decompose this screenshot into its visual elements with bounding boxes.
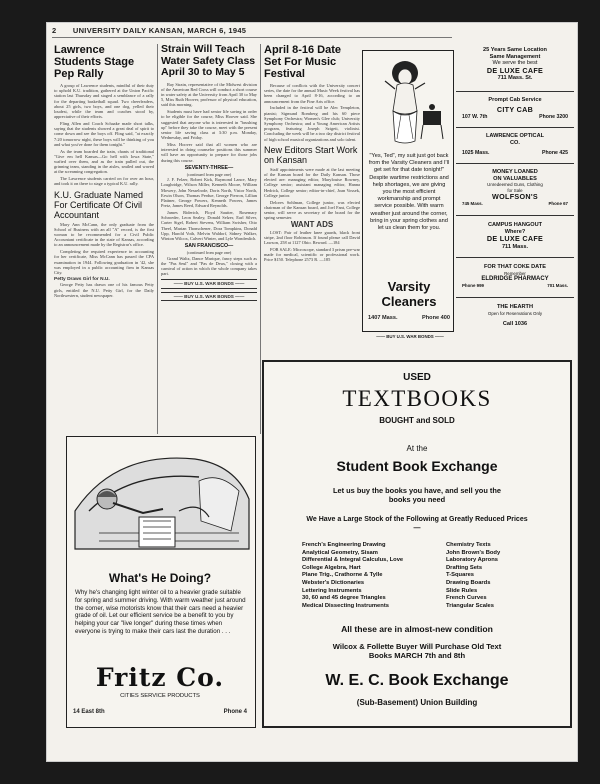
ad-contact-row bbox=[456, 114, 574, 121]
list-item: Plane Trig., Crathorne & Tylle bbox=[302, 572, 383, 579]
petty-paragraph: George Petty has drawn one of his famous Petty girls, entitled the N.U. Petty Girl, for the Daily Northwestern, student newspaper. bbox=[54, 282, 154, 298]
let-us-buy-text: Let us buy the books you have, and sell you the books you need bbox=[333, 486, 501, 504]
fritz-co-ad bbox=[66, 436, 256, 728]
list-item: French's Engineering Drawing bbox=[302, 542, 386, 548]
ad-phone: Phone 67 bbox=[548, 201, 568, 207]
ad-address: 701 Mass. bbox=[547, 282, 568, 288]
used-label: USED bbox=[403, 372, 431, 383]
pep-rally-paragraph: Fling Allen and Coach Schaake made short talks, saying that the students showed a great deal of spirit to come down and see the boys off. Fling said, "at exactly 7:20 tomorrow night, these boys will be thinking of you and what you've done for them tonight." bbox=[54, 121, 154, 147]
fritz-contact-row bbox=[73, 709, 247, 715]
masthead-date: UNIVERSITY DAILY KANSAN, MARCH 6, 1945 bbox=[72, 26, 247, 35]
want-ad: LOST: Pair of leather knee guards, black front stripe, 2nd floor Robinson. If found please call David Lawson, 258 at 1127 Ohio. Reward. —184 bbox=[264, 229, 360, 246]
list-item: Triangular Scales bbox=[446, 602, 495, 609]
ad-line: Remember bbox=[504, 270, 526, 276]
ad-line: FOR THAT COKE DATE bbox=[484, 264, 546, 270]
ad-address: 107 W. 7th bbox=[462, 114, 488, 120]
new-editors-paragraph: Delores Sohlman, College junior, was elected chairman of the Kansan board, and Joel Fant, College senior, will serve as secretary of the board for the spring semester. bbox=[264, 199, 360, 221]
ad-line: Open for Reservations Only bbox=[487, 310, 543, 316]
ad-contact-row bbox=[456, 150, 574, 157]
new-editors-paragraph: Staff appointments were made at the last meeting of the Kansan board for the Daily Kansan. Those elected are: managing editor, Marylouise Rowney, College senior; assistant managing editor, Hanna Hedrick, College senior; editor-in-chief, Joan Vossek, College junior. bbox=[264, 166, 360, 198]
ad-phone: Call 1036 bbox=[502, 321, 528, 327]
water-safety-paragraph: Students must have had senior life saving in order to be eligible for the course, Miss Hoover said. She suggested that anyone who is interested in "brushing up" before they take the course, meet with the present senior life saving class at 3:30 p.m. Monday, Wednesday, and Friday. bbox=[161, 109, 257, 141]
graduate-headline: K.U. Graduate Named For Certificate Of Civil Accountant bbox=[54, 189, 144, 220]
ad-line: for Sale bbox=[507, 187, 523, 193]
fritz-name: Fritz Co. bbox=[95, 663, 225, 692]
list-item: 30, 60 and 45 degree Triangles bbox=[302, 595, 386, 602]
seventy-three-paragraph: James Riderich, Floyd Sautter, Rosemary Schroeder, Leon Sealey, Donald Selzer, Earl Silver, Carter Sigel, Robert Stevens, William Swisher, Otto Theel, Marian Thonschener, Dora Tompkins, Donald Upp, Harold Voth, Melvin Waldorf, Sidney Walker, Winton Wilcox, Calvert Winter, and Lyle Wondenlich. bbox=[161, 209, 257, 241]
column-rule bbox=[260, 44, 261, 434]
newspaper-page bbox=[46, 22, 578, 762]
want-ads-title: WANT ADS bbox=[290, 220, 334, 230]
fritz-heading: What's He Doing? bbox=[108, 571, 212, 585]
textbooks-title: TEXTBOOKS bbox=[342, 386, 492, 411]
san-francisco-paragraph: Grand Waltz, Dance Marique, fancy steps such as the "Pas Seul" and "Pas de Deux," closing with a carnival of action in which the whole company takes part. bbox=[161, 255, 257, 277]
wec-book-exchange-title: W. E. C. Book Exchange bbox=[325, 672, 509, 689]
pep-rally-paragraph: The Lawrence students carried on for over an hour, and took it on there to stage a typical K.U. rally. bbox=[54, 176, 154, 187]
ad-line: CO. bbox=[510, 139, 520, 146]
mechanic-car-illustration bbox=[69, 441, 253, 571]
varsity-cleaners-ad bbox=[362, 50, 454, 332]
varsity-cleaners-name: Varsity Cleaners bbox=[381, 279, 437, 309]
list-item: Chemistry Texts bbox=[446, 542, 491, 548]
page-header bbox=[52, 26, 352, 35]
at-the-label: At the bbox=[406, 444, 428, 453]
ad-business-name: ELDRIDGE PHARMACY bbox=[481, 276, 549, 282]
eldridge-pharmacy-ad bbox=[456, 260, 574, 298]
column-3 bbox=[264, 44, 360, 264]
war-bonds-banner: —— BUY U.S. WAR BONDS —— bbox=[161, 279, 257, 288]
ad-line: LAWRENCE OPTICAL bbox=[485, 133, 545, 139]
ad-address: 745 Mass. bbox=[462, 201, 483, 207]
list-item: Lettering Instruments bbox=[302, 587, 362, 594]
campus-hangout-ad bbox=[456, 218, 574, 258]
city-cab-ad bbox=[456, 94, 574, 128]
new-editors-headline: New Editors Start Work on Kansan bbox=[264, 144, 358, 165]
list-item: Laboratory Aprons bbox=[446, 557, 498, 564]
list-item: College Algebra, Hart bbox=[302, 564, 361, 571]
list-item: Slide Rules bbox=[446, 587, 478, 594]
want-ad: FOR SALE: Microscope, standard 3 prism pre-war made for medical, scientific or professional work. Price $150. Telephone 2573 R. —185 bbox=[264, 246, 360, 263]
pep-rally-headline: Lawrence Students Stage Pep Rally bbox=[54, 44, 135, 80]
music-festival-paragraph: Included in the festival will be Alec Templeton, pianist; Sigmund Romberg and his 60 piece Symphony Orchestra; Women's Glee club; University Symphony Orchestra; and a Young American Artists program, featuring Joseph Szigeti, violinist. Concluding the week will be a two day district festival of high school musical organizations and solo talent. bbox=[264, 105, 360, 142]
varsity-phone: Phone 400 bbox=[422, 315, 450, 321]
continued-note: (continued from page one) bbox=[186, 171, 232, 177]
almost-new-text: All these are in almost-new condition bbox=[341, 624, 493, 634]
ad-line: Where? bbox=[504, 228, 526, 235]
water-safety-paragraph: Miss Hoover said that all women who are interested in doing counselor positions this summer will have an opportunity to prepare for those jobs during this course. bbox=[161, 141, 257, 163]
ad-address: 711 Mass. St. bbox=[497, 75, 533, 82]
ad-line: Unredeemed Guns, Clothing bbox=[487, 182, 543, 188]
ad-contact-row bbox=[456, 283, 574, 288]
ad-line: Prompt Cab Service bbox=[488, 97, 542, 103]
textbook-exchange-ad bbox=[262, 360, 572, 728]
textbook-list-right bbox=[446, 542, 556, 610]
music-festival-paragraph: Because of conflicts with the University concert series, the date for the annual Music Week festival has been changed to April 8-16, according to an announcement from the Fine Arts office. bbox=[264, 83, 360, 104]
fritz-tagline: CITIES SERVICE PRODUCTS bbox=[120, 693, 200, 699]
ad-line: CAMPUS HANGOUT bbox=[487, 222, 543, 228]
war-bonds-banner: —— BUY U.S. WAR BONDS —— bbox=[376, 334, 444, 339]
list-item: Webster's Dictionaries bbox=[302, 579, 365, 586]
ad-phone: Phone 425 bbox=[542, 150, 568, 157]
seventy-three-title: SEVENTY-THREE— bbox=[184, 164, 234, 171]
pep-rally-paragraph: A group of Lawrence students, mindful of their duty to uphold K.U. tradition, gathered at the Union Pacific station last Thursday and staged a semblance of a rally for the departing basketball squad. Two cheerleaders, about 25 girls, two boys, and one dog, yelled their loudest, while the team and coaches stood by, appreciative of their efforts. bbox=[54, 83, 154, 120]
water-safety-paragraph: Ray Strain, representative of the Midwest division of the American Red Cross will conduct a short course in water safety at the University from April 30 to May 5, Miss Ruth Hoover, professor of physical education, said this morning. bbox=[161, 81, 257, 108]
ad-line: Same Management bbox=[489, 53, 541, 60]
war-bonds-banner: —— BUY U.S. WAR BONDS —— bbox=[161, 292, 257, 301]
lawrence-optical-ad bbox=[456, 130, 574, 164]
list-item: Analytical Geometry, Sisam bbox=[302, 549, 378, 556]
union-building-text: (Sub-Basement) Union Building bbox=[356, 698, 478, 707]
continued-note: (continued from page one) bbox=[186, 250, 232, 256]
list-item: Drafting Sets bbox=[446, 564, 483, 571]
student-book-exchange-title: Student Book Exchange bbox=[336, 458, 498, 474]
varsity-contact-row bbox=[368, 315, 450, 321]
ad-business-name: WOLFSON'S bbox=[492, 192, 538, 201]
fritz-phone: Phone 4 bbox=[223, 709, 247, 715]
petty-title: Petty Draws Girl for N.U. bbox=[54, 277, 110, 283]
varsity-address: 1407 Mass. bbox=[368, 315, 398, 321]
the-hearth-ad bbox=[456, 300, 574, 340]
wolfsons-ad bbox=[456, 166, 574, 216]
ad-address: 711 Mass. bbox=[501, 243, 529, 250]
seventy-three-paragraph: J. F. Felzer, Robert Kirk, Raymond Lance, Mary Loughridge, Wilson Miller, Kenneth Moore, William Mowery, John Nesselrode, Doris North, Vistor North, Erwin Olson, Thomas Perdue, George Pierron, Lillian Plattner, George Powers, Kenneth Powers, James Pretz, James Reed, Edward Reynolds. bbox=[161, 177, 257, 209]
fritz-address: 14 East 8th bbox=[73, 709, 105, 715]
ad-business-name: DE LUXE CAFE bbox=[486, 234, 544, 244]
large-stock-text: We Have a Large Stock of the Following at Greatly Reduced Prices— bbox=[306, 516, 528, 532]
list-item: Medical Dissecting Instruments bbox=[302, 602, 389, 609]
ad-phone: Phone 3200 bbox=[539, 114, 568, 120]
pep-rally-paragraph: As the team boarded the train, chants of traditional "Give em hell Kansas—Go hell with Iowa State," wafted over them, and as the train pulled out, the grinning team, standing in the aisles, smiled and waved at the screaming congregation. bbox=[54, 148, 154, 175]
san-francisco-title: SAN FRANCISCO— bbox=[184, 243, 234, 250]
ad-phone: Phone 999 bbox=[462, 282, 484, 288]
ad-line: ON VALUABLES bbox=[493, 175, 537, 182]
ad-line: We serve the best bbox=[492, 60, 538, 67]
ad-business-name: CITY CAB bbox=[496, 104, 534, 114]
column-rule bbox=[157, 44, 158, 434]
ad-contact-row bbox=[456, 201, 574, 206]
graduate-paragraph: Mary Ann McCann, the only graduate from the School of Business with an all "A" record, is the first woman to be recommended for a Civil Public Accountant certificate in the state of Kansas, according to an announcement made by the Registrar's office. bbox=[54, 221, 154, 248]
ad-line: MONEY LOANED bbox=[492, 169, 538, 175]
list-item: T-Squares bbox=[446, 572, 475, 579]
bought-sold-label: BOUGHT and SOLD bbox=[379, 416, 455, 425]
de-luxe-cafe-ad bbox=[456, 44, 574, 92]
ad-business-name: DE LUXE CAFE bbox=[486, 65, 544, 75]
column-1 bbox=[54, 44, 154, 300]
textbook-list-left bbox=[302, 542, 442, 610]
header-rule bbox=[52, 37, 452, 38]
wilcox-follette-text: Wilcox & Follette Buyer Will Purchase Old Text Books MARCH 7th and 8th bbox=[332, 642, 502, 661]
pinup-girl-illustration bbox=[365, 55, 453, 147]
list-item: French Curves bbox=[446, 595, 487, 602]
water-safety-headline: Strain Will Teach Water Safety Class April 30 to May 5 bbox=[161, 43, 256, 78]
varsity-ad-text: "Yes, Ted", my suit just got back from the Varsity Cleaners and I'll get set for that date tonight!" Despite wartime restrictions and help shortages, we are giving you the most efficient workmanship and prompt service possible. With warm weather just around the corner, bring in your spring clothes and let us clean them for you. bbox=[368, 153, 450, 232]
list-item: Differential & Integral Calculus, Love bbox=[302, 557, 404, 564]
list-item: John Brown's Body bbox=[446, 549, 501, 556]
fritz-body: Why he's changing light winter oil to a heavier grade suitable for spring and summer driving. With warm weather just around the corner, wise motorists know that their cars need a heavier grade of oil. Let our efficient service be a benefit to you by helping your car "live longer" during these times when everyone is trying to make their cars last the duration . . . bbox=[75, 589, 246, 635]
ad-line: 25 Years Same Location bbox=[483, 47, 547, 53]
list-item: Drawing Boards bbox=[446, 579, 491, 586]
graduate-paragraph: Completing the required experience in accounting for her certificate, Miss McCann has passed the CPA examination in 1944. Following graduation in '42, she was employed in a public accounting firm in Kansas City. bbox=[54, 249, 154, 276]
ad-line: THE HEARTH bbox=[496, 304, 534, 310]
column-2 bbox=[161, 44, 257, 304]
music-festival-headline: April 8-16 Date Set For Music Festival bbox=[264, 44, 342, 80]
page-number: 2 bbox=[52, 26, 57, 35]
ad-address: 1025 Mass. bbox=[462, 150, 490, 157]
